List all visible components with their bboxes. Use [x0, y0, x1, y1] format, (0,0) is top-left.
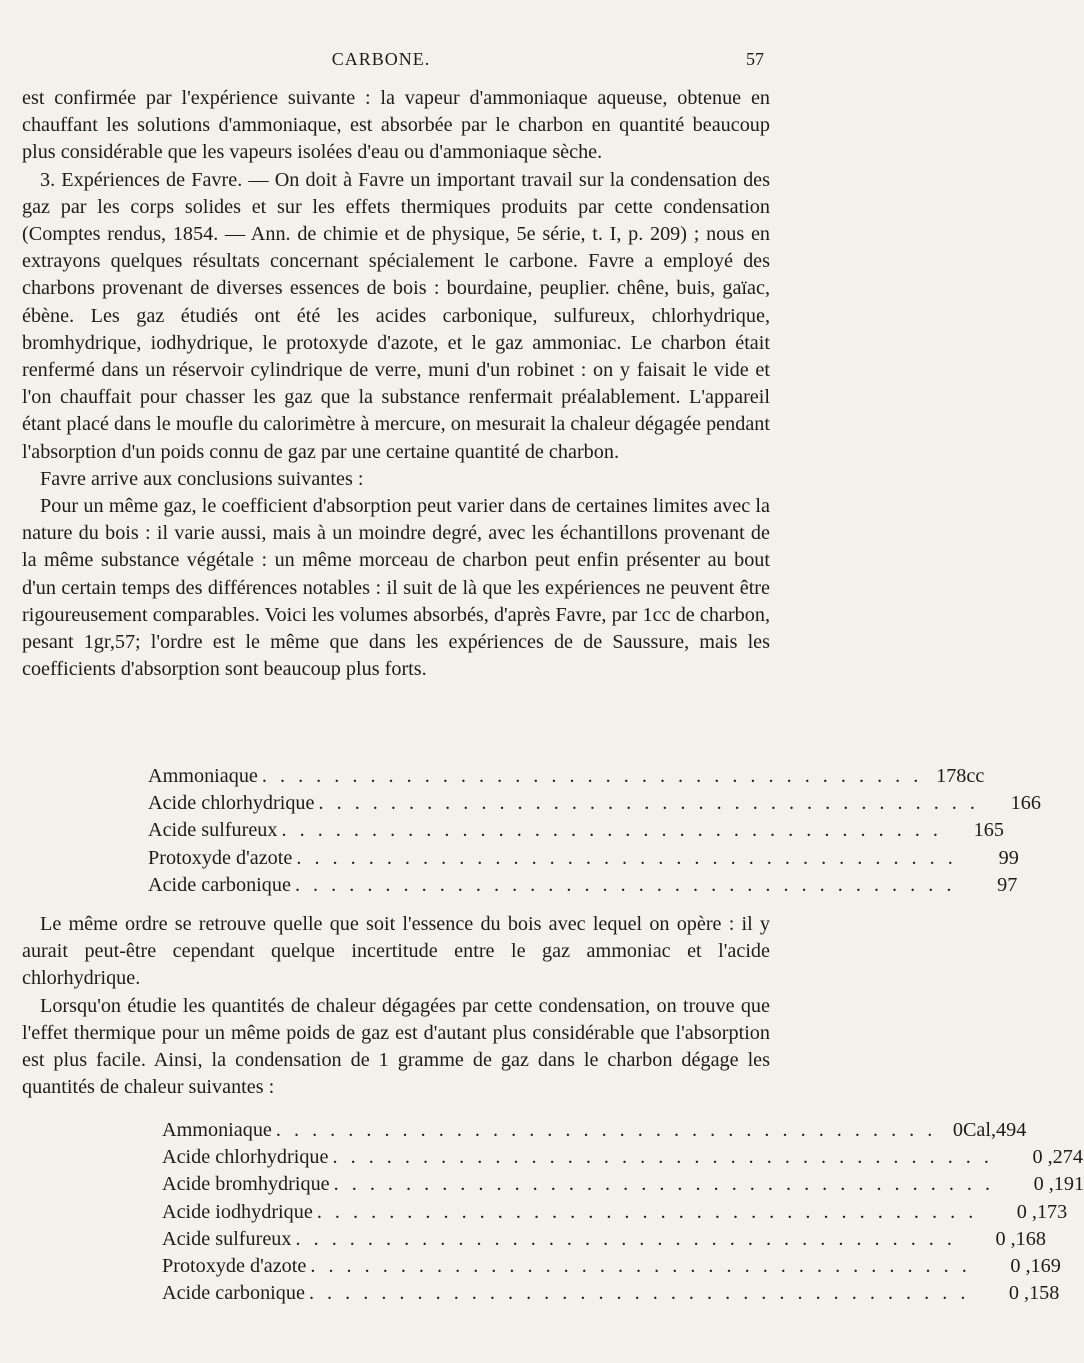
table-row: [148, 817, 1004, 844]
gas-value: 178cc: [936, 765, 985, 787]
heat-value: 0 ,274: [1032, 1146, 1083, 1169]
dot-leader: . . . . . . . . . . . . . . . . . . . . . . . . . . . . . . . . . . . . .: [295, 1227, 956, 1250]
gas-value: 166: [1010, 792, 1041, 815]
paragraph-2: 3. Expériences de Favre. — On doit à Favre un important travail sur la condensation des gaz par les corps solides et sur les effets thermiques produits par cette condensation (Comptes rendus, 1854. — Ann. de chimie et de physique, 5e série, t. I, p. 209) ; nous en extrayons quelques résultats concernant spécialement le carbone. Favre a employé des charbons provenant de diverses essences de bois : bourdaine, peuplier. chêne, buis, gaïac, ébène. Les gaz étudiés ont été les acides carbonique, sulfureux, chlorhydrique, bromhydrique, iodhydrique, le protoxyde d'azote, et le gaz ammoniac. Le charbon était renfermé dans un réservoir cylindrique de verre, muni d'un robinet : on y faisait le vide et l'on chauffait pour chasser les gaz que la substance renfermait préalablement. L'appareil étant placé dans le moufle du calorimètre à mercure, on mesurait la chaleur dégagée pendant l'absorption d'un poids connu de gaz par une certaine quantité de charbon.: [22, 168, 770, 463]
dot-leader: . . . . . . . . . . . . . . . . . . . . . . . . . . . . . . . . . . . . .: [296, 846, 957, 869]
running-title: CARBONE.: [331, 49, 431, 69]
gas-name: Acide sulfureux: [162, 1227, 292, 1250]
dot-leader: . . . . . . . . . . . . . . . . . . . . . . . . . . . . . . . . . . . . .: [310, 1255, 971, 1278]
table-row: [162, 1117, 1027, 1144]
paragraph-4: Pour un même gaz, le coefficient d'absorption peut varier dans de certaines limites avec la nature du bois : il varie aussi, mais à un moindre degré, avec les échantillons provenant de la même substance végétale : un même morceau de charbon peut enfin présenter au bout d'un certain temps des différences notables : il suit de là que les expériences ne peuvent être rigoureusement comparables. Voici les volumes absorbés, d'après Favre, par 1cc de charbon, pesant 1gr,57; l'ordre est le même que dans les expériences de de Saussure, mais les coefficients d'absorption sont beaucoup plus forts.: [22, 495, 770, 681]
table-row: [148, 872, 1018, 899]
gas-name: Acide carbonique: [148, 873, 291, 896]
paragraph-3: Favre arrive aux conclusions suivantes :: [40, 467, 364, 490]
gas-name: Protoxyde d'azote: [162, 1255, 307, 1278]
table-row: [162, 1144, 1083, 1171]
dot-leader: . . . . . . . . . . . . . . . . . . . . . . . . . . . . . . . . . . . . .: [261, 765, 923, 787]
gas-name: Acide iodhydrique: [162, 1200, 313, 1223]
heat-value: 0 ,158: [1008, 1282, 1060, 1305]
table-row: [162, 1226, 1046, 1253]
table-row: [162, 1171, 1084, 1198]
heat-released-table: [162, 1117, 1084, 1307]
gas-name: Acide chlorhydrique: [148, 792, 315, 815]
heat-value: 0 ,173: [1016, 1200, 1068, 1223]
table-row: [162, 1199, 1068, 1226]
gas-name: Acide chlorhydrique: [162, 1146, 329, 1169]
paragraph-6: Lorsqu'on étudie les quantités de chaleur dégagées par cette condensation, on trouve que l'effet thermique pour un même poids de gaz est d'autant plus considérable que l'absorption est plus facile. Ainsi, la condensation de 1 gramme de gaz dans le charbon dégage les quantités de chaleur suivantes :: [22, 994, 770, 1099]
gas-name: Ammoniaque: [148, 765, 258, 787]
dot-leader: . . . . . . . . . . . . . . . . . . . . . . . . . . . . . . . . . . . . .: [308, 1282, 970, 1305]
dot-leader: . . . . . . . . . . . . . . . . . . . . . . . . . . . . . . . . . . . . .: [318, 792, 979, 815]
dot-leader: . . . . . . . . . . . . . . . . . . . . . . . . . . . . . . . . . . . . .: [333, 1173, 995, 1196]
gas-name: Acide bromhydrique: [162, 1173, 330, 1196]
gas-value: 165: [973, 819, 1004, 842]
gas-value: 97: [997, 873, 1018, 896]
gas-name: Ammoniaque: [162, 1119, 272, 1141]
table-row: [162, 1280, 1060, 1307]
paragraph-5: Le même ordre se retrouve quelle que soit l'essence du bois avec lequel on opère : il y aurait peut-être cependant quelque incertitude entre le gaz ammoniac et l'acide chlorhydrique.: [22, 913, 770, 990]
heat-value: 0Cal,494: [952, 1119, 1027, 1141]
dot-leader: . . . . . . . . . . . . . . . . . . . . . . . . . . . . . . . . . . . . .: [281, 819, 942, 842]
page-number: 57: [746, 49, 764, 69]
gas-name: Acide carbonique: [162, 1282, 305, 1305]
page-header: [22, 49, 764, 75]
dot-leader: . . . . . . . . . . . . . . . . . . . . . . . . . . . . . . . . . . . . .: [275, 1119, 937, 1141]
gas-name: Acide sulfureux: [148, 819, 278, 842]
dot-leader: . . . . . . . . . . . . . . . . . . . . . . . . . . . . . . . . . . . . .: [294, 873, 956, 896]
body-text-top: [22, 85, 770, 683]
table-row: [148, 845, 1019, 872]
gas-value: 99: [998, 846, 1019, 869]
body-text-middle: [22, 911, 770, 1101]
heat-value: 0 ,168: [995, 1227, 1046, 1250]
heat-value: 0 ,169: [1010, 1255, 1061, 1278]
table-row: [162, 1253, 1061, 1280]
dot-leader: . . . . . . . . . . . . . . . . . . . . . . . . . . . . . . . . . . . . .: [332, 1146, 993, 1169]
absorbed-volumes-table: [148, 763, 1041, 899]
heat-value: 0 ,191: [1033, 1173, 1084, 1196]
dot-leader: . . . . . . . . . . . . . . . . . . . . . . . . . . . . . . . . . . . . .: [316, 1200, 978, 1223]
table-row: [148, 790, 1041, 817]
gas-name: Protoxyde d'azote: [148, 846, 293, 869]
paragraph-1: est confirmée par l'expérience suivante : la vapeur d'ammoniaque aqueuse, obtenue en chauffant les solutions d'ammoniaque, est absorbée par le charbon en quantité beaucoup plus considérable que les vapeurs isolées d'eau ou d'ammoniaque sèche.: [22, 87, 770, 164]
table-row: [148, 763, 985, 790]
